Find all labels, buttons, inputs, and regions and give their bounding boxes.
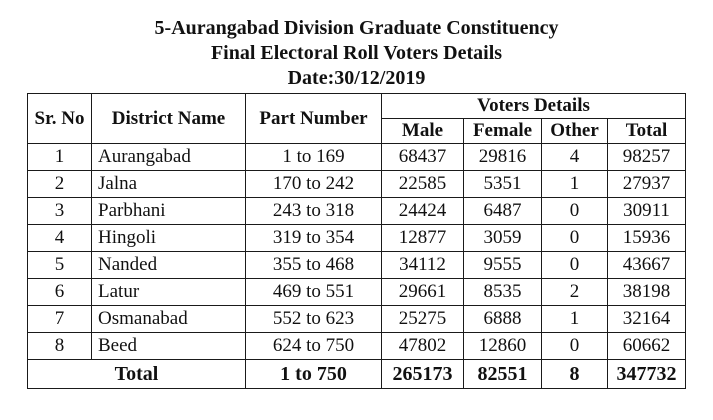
- totals-other: 8: [542, 360, 608, 389]
- header-male: Male: [382, 119, 464, 144]
- cell-female: 8535: [464, 279, 542, 306]
- cell-male: 24424: [382, 198, 464, 225]
- cell-other: 0: [542, 225, 608, 252]
- totals-female: 82551: [464, 360, 542, 389]
- totals-part: 1 to 750: [246, 360, 382, 389]
- cell-part: 1 to 169: [246, 144, 382, 171]
- cell-part: 319 to 354: [246, 225, 382, 252]
- cell-part: 624 to 750: [246, 333, 382, 360]
- cell-part: 243 to 318: [246, 198, 382, 225]
- cell-sr: 1: [28, 144, 92, 171]
- totals-row: [28, 360, 686, 389]
- table-row: [28, 333, 686, 360]
- cell-district: Beed: [92, 333, 246, 360]
- cell-other: 0: [542, 252, 608, 279]
- cell-female: 9555: [464, 252, 542, 279]
- cell-female: 5351: [464, 171, 542, 198]
- cell-district: Hingoli: [92, 225, 246, 252]
- cell-other: 0: [542, 333, 608, 360]
- cell-district: Parbhani: [92, 198, 246, 225]
- cell-sr: 3: [28, 198, 92, 225]
- cell-other: 1: [542, 171, 608, 198]
- cell-total: 38198: [608, 279, 686, 306]
- cell-male: 22585: [382, 171, 464, 198]
- table-row: [28, 306, 686, 333]
- table-row: [28, 225, 686, 252]
- title-constituency: 5-Aurangabad Division Graduate Constituency: [154, 17, 559, 39]
- cell-sr: 2: [28, 171, 92, 198]
- cell-district: Osmanabad: [92, 306, 246, 333]
- cell-sr: 4: [28, 225, 92, 252]
- totals-total: 347732: [608, 360, 686, 389]
- cell-part: 170 to 242: [246, 171, 382, 198]
- cell-sr: 6: [28, 279, 92, 306]
- cell-female: 6888: [464, 306, 542, 333]
- cell-total: 27937: [608, 171, 686, 198]
- cell-total: 98257: [608, 144, 686, 171]
- cell-part: 552 to 623: [246, 306, 382, 333]
- cell-male: 29661: [382, 279, 464, 306]
- table-row: [28, 144, 686, 171]
- cell-district: Jalna: [92, 171, 246, 198]
- cell-total: 60662: [608, 333, 686, 360]
- cell-other: 2: [542, 279, 608, 306]
- cell-male: 47802: [382, 333, 464, 360]
- cell-total: 15936: [608, 225, 686, 252]
- header-other: Other: [542, 119, 608, 144]
- cell-male: 34112: [382, 252, 464, 279]
- cell-male: 25275: [382, 306, 464, 333]
- header-total: Total: [608, 119, 686, 144]
- cell-female: 6487: [464, 198, 542, 225]
- title-date: Date:30/12/2019: [287, 67, 426, 89]
- cell-male: 12877: [382, 225, 464, 252]
- cell-sr: 7: [28, 306, 92, 333]
- table-row: [28, 279, 686, 306]
- table-row: [28, 198, 686, 225]
- header-sr-no: Sr. No: [28, 94, 92, 144]
- cell-district: Latur: [92, 279, 246, 306]
- header-voters-details: Voters Details: [382, 94, 686, 119]
- table-row: [28, 252, 686, 279]
- cell-district: Aurangabad: [92, 144, 246, 171]
- title-roll-details: Final Electoral Roll Voters Details: [210, 42, 503, 64]
- cell-total: 32164: [608, 306, 686, 333]
- cell-sr: 8: [28, 333, 92, 360]
- voters-table: [27, 93, 686, 389]
- cell-other: 4: [542, 144, 608, 171]
- cell-other: 0: [542, 198, 608, 225]
- cell-female: 29816: [464, 144, 542, 171]
- header-part-number: Part Number: [246, 94, 382, 144]
- cell-other: 1: [542, 306, 608, 333]
- cell-male: 68437: [382, 144, 464, 171]
- cell-part: 355 to 468: [246, 252, 382, 279]
- header-row-top: [28, 94, 686, 119]
- totals-male: 265173: [382, 360, 464, 389]
- cell-district: Nanded: [92, 252, 246, 279]
- cell-female: 3059: [464, 225, 542, 252]
- header-district-name: District Name: [92, 94, 246, 144]
- cell-total: 30911: [608, 198, 686, 225]
- cell-sr: 5: [28, 252, 92, 279]
- cell-part: 469 to 551: [246, 279, 382, 306]
- totals-label: Total: [28, 360, 246, 389]
- document-header: [0, 16, 713, 91]
- cell-female: 12860: [464, 333, 542, 360]
- table-row: [28, 171, 686, 198]
- cell-total: 43667: [608, 252, 686, 279]
- header-female: Female: [464, 119, 542, 144]
